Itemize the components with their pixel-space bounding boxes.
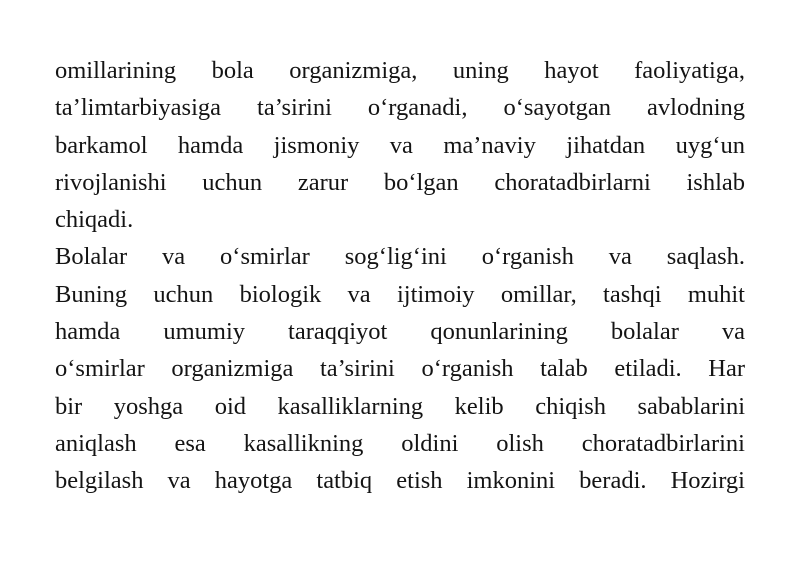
- text-line: hamda umumiy taraqqiyot qonunlarining bolalar va: [55, 318, 745, 346]
- text-line: rivojlanishi uchun zarur bo‘lgan choratadbirlarni ishlab: [55, 168, 745, 196]
- text-line: Bolalar va o‘smirlar sog‘lig‘ini o‘rganish va saqlash.: [55, 243, 745, 271]
- text-line: omillarining bola organizmiga, uning hayot faoliyatiga,: [55, 57, 745, 84]
- text-line: Buning uchun biologik va ijtimoiy omillar, tashqi muhit: [55, 280, 745, 308]
- text-line: aniqlash esa kasallikning oldini olish choratadbirlarini: [55, 429, 745, 457]
- text-line: barkamol hamda jismoniy va ma’naviy jihatdan uyg‘un: [55, 131, 745, 159]
- text-line: chiqadi.: [55, 206, 134, 234]
- text-line: belgilash va hayotga tatbiq etish imkonini beradi. Hozirgi: [55, 467, 745, 495]
- document-body: [55, 52, 745, 500]
- paragraph-1: [55, 52, 745, 238]
- text-line: o‘smirlar organizmiga ta’sirini o‘rganish talab etiladi. Har: [55, 355, 745, 383]
- paragraph-2: [55, 238, 745, 499]
- text-line: ta’limtarbiyasiga ta’sirini o‘rganadi, o‘sayotgan avlodning: [55, 94, 745, 122]
- text-line: bir yoshga oid kasalliklarning kelib chiqish sabablarini: [55, 392, 745, 420]
